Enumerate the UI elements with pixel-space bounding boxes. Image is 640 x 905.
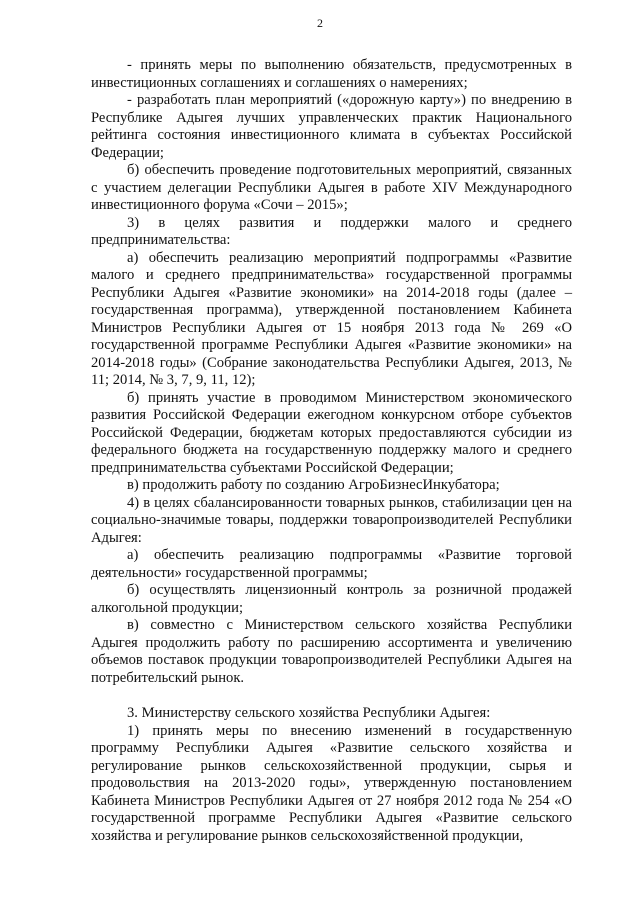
paragraph: б) принять участие в проводимом Министерством экономического развития Российской Федерации ежегодном конкурсном отборе субъектов Российской Федерации, бюджетам которых предоставляются субсидии из федерального бюджета на государственную поддержку малого и среднего предпринимательства субъектами Российской Федерации; xyxy=(91,389,572,476)
paragraph: а) обеспечить реализацию подпрограммы «Развитие торговой деятельности» государственной программы; xyxy=(91,547,572,581)
paragraph: б) осуществлять лицензионный контроль за розничной продажей алкогольной продукции; xyxy=(91,582,572,616)
paragraph: б) обеспечить проведение подготовительных мероприятий, связанных с участием делегации Республики Адыгея в работе XIV Международного инвестиционного форума «Сочи – 2015»; xyxy=(91,162,572,213)
paragraph: 1) принять меры по внесению изменений в государственную программу Республики Адыгея «Развитие сельского хозяйства и регулирование рынков сельскохозяйственной продукции, сырья и продовольствия на 2013-2020 годы», утвержденную постановлением Кабинета Министров Республики Адыгея от 27 ноября 2012 года № 254 «О государственной программе Республики Адыгея «Развитие сельского хозяйства и регулирование рынков сельскохозяйственной продукции, xyxy=(91,722,572,844)
paragraph: а) обеспечить реализацию мероприятий подпрограммы «Развитие малого и среднего предпринимательства» государственной программы Республики Адыгея «Развитие экономики» на 2014-2018 годы (далее – государственная программа), утвержденной постановлением Кабинета Министров Республики Адыгея от 15 ноября 2013 года № 269 «О государственной программе Республики Адыгея «Развитие экономики» на 2014-2018 годы» (Собрание законодательства Республики Адыгея, 2013, № 11; 2014, № 3, 7, 9, 11, 12); xyxy=(91,249,572,388)
section-heading: 3. Министерству сельского хозяйства Республики Адыгея: xyxy=(127,705,491,721)
paragraph: в) совместно с Министерством сельского хозяйства Республики Адыгея продолжить работу по расширению ассортимента и увеличению объемов поставок продукции товаропроизводителей Республики Адыгея на потребительский рынок. xyxy=(91,617,572,686)
paragraph: - разработать план мероприятий («дорожную карту») по внедрению в Республике Адыгея лучших управленческих практик Национального рейтинга состояния инвестиционного климата в субъектах Российской Федерации; xyxy=(91,92,572,161)
page-number: 2 xyxy=(317,16,323,30)
document-body xyxy=(91,57,572,845)
section-spacer xyxy=(91,687,572,705)
paragraph: в) продолжить работу по созданию АгроБизнесИнкубатора; xyxy=(127,477,500,493)
paragraph: 4) в целях сбалансированности товарных рынков, стабилизации цен на социально-значимые товары, поддержки товаропроизводителей Республики Адыгея: xyxy=(91,494,572,546)
paragraph: 3) в целях развития и поддержки малого и среднего предпринимательства: xyxy=(91,214,572,248)
paragraph: - принять меры по выполнению обязательств, предусмотренных в инвестиционных соглашениях и соглашениях о намерениях; xyxy=(91,57,572,91)
